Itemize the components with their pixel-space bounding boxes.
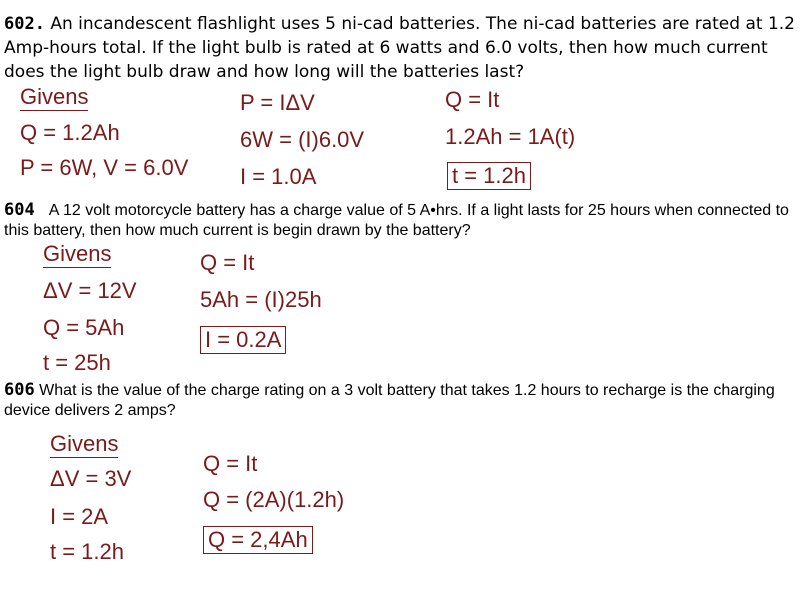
problem-602-answer: t = 1.2h — [447, 162, 531, 190]
problem-602-step: 1.2Ah = 1A(t) — [445, 124, 576, 149]
problem-606-given: t = 1.2h — [50, 539, 125, 564]
problem-606-text: What is the value of the charge rating on a 3 volt battery that takes 1.2 hours to recharge is the charging device delivers 2 amps? — [4, 382, 775, 419]
problem-604-step: 5Ah = (I)25h — [200, 287, 322, 312]
problem-604-answer: I = 0.2A — [200, 326, 286, 354]
problem-602-step: Q = It — [445, 87, 500, 112]
problem-606-given: ΔV = 3V — [50, 466, 132, 491]
problem-604-given: Q = 5Ah — [43, 315, 125, 340]
problem-604-givens-label: Givens — [43, 241, 112, 266]
problem-602-given: P = 6W, V = 6.0V — [20, 155, 189, 180]
problem-606-givens-label: Givens — [50, 431, 119, 456]
problem-602-step: 6W = (I)6.0V — [240, 127, 365, 152]
problem-604-step: Q = It — [200, 250, 255, 275]
problem-602-step: I = 1.0A — [240, 164, 317, 189]
problem-602-givens-label: Givens — [20, 84, 89, 109]
problem-604-given: ΔV = 12V — [43, 278, 137, 303]
problem-606-answer: Q = 2,4Ah — [203, 526, 313, 554]
problem-602-given: Q = 1.2Ah — [20, 120, 120, 145]
problem-604-given: t = 25h — [43, 350, 111, 375]
problem-606-step: Q = It — [203, 451, 258, 476]
problem-606-step: Q = (2A)(1.2h) — [203, 487, 345, 512]
problem-602-text: An incandescent flashlight uses 5 ni-cad batteries. The ni-cad batteries are rated at 1.2 Amp-hours total. If the light bulb is rated at 6 watts and 6.0 volts, then how much current does the light bulb draw and how long will the batteries last? — [4, 14, 795, 82]
problem-602-question — [4, 12, 796, 84]
problem-606-number: 606 — [4, 380, 35, 400]
problem-606-given: I = 2A — [50, 504, 109, 529]
problem-602-step: P = IΔV — [240, 90, 315, 115]
problem-604-text: A 12 volt motorcycle battery has a charge value of 5 A•hrs. If a light lasts for 25 hours when connected to this battery, then how much current is begin drawn by the battery? — [4, 202, 789, 239]
problem-602-number: 602. — [4, 14, 45, 34]
problem-606-question — [4, 380, 784, 421]
problem-604-question — [4, 200, 796, 241]
problem-604-number: 604 — [4, 200, 35, 220]
